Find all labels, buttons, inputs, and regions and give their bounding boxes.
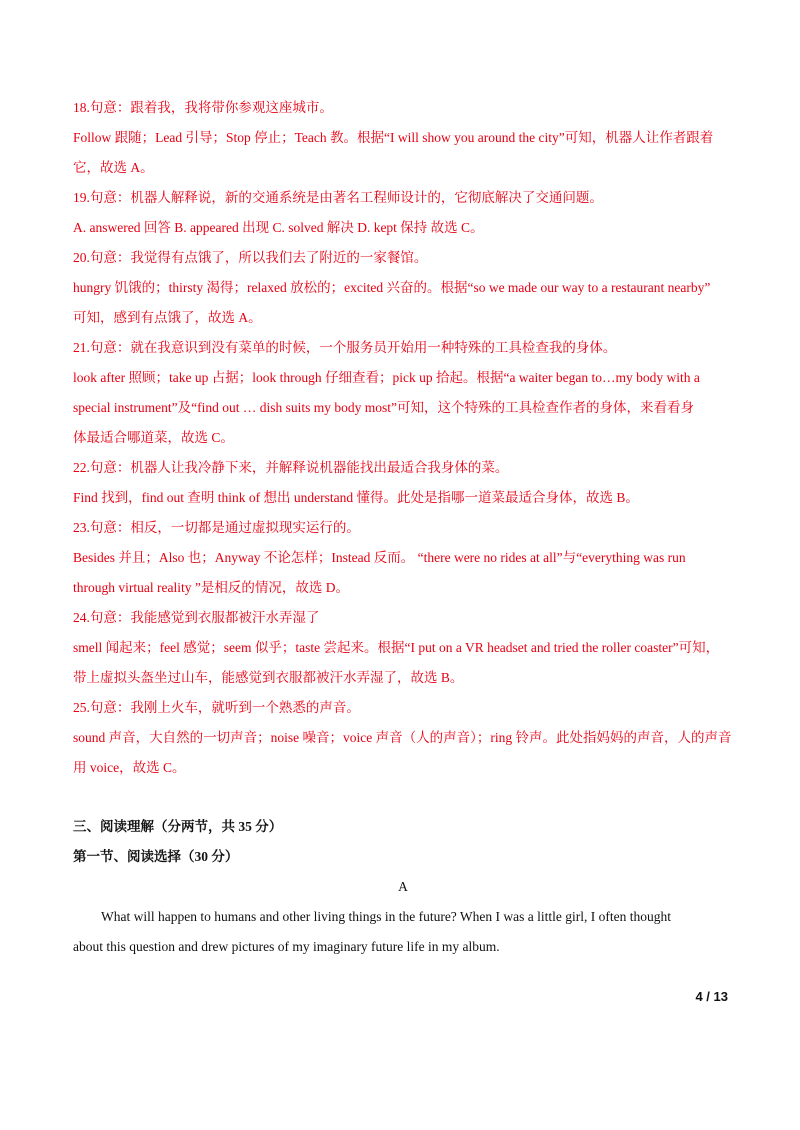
q25-explanation-cont: 用 voice，故选 C。 bbox=[73, 760, 186, 775]
passage-line-2: about this question and drew pictures of my imaginary future life in my album. bbox=[73, 939, 500, 954]
q21-explanation: look after 照顾；take up 占据；look through 仔细查看；pick up 拾起。根据“a waiter began to…my body with a bbox=[73, 370, 700, 385]
page-number: 4 / 13 bbox=[695, 989, 728, 1004]
q22-explanation: Find 找到，find out 查明 think of 想出 understand 懂得。此处是指哪一道菜最适合身体，故选 B。 bbox=[73, 490, 639, 505]
q22-translation: 22.句意：机器人让我冷静下来，并解释说机器能找出最适合我身体的菜。 bbox=[73, 460, 509, 475]
q18-translation: 18.句意：跟着我，我将带你参观这座城市。 bbox=[73, 100, 333, 115]
q23-explanation-cont: through virtual reality ”是相反的情况，故选 D。 bbox=[73, 580, 349, 595]
q21-explanation-end: 体最适合哪道菜，故选 C。 bbox=[73, 430, 234, 445]
q19-explanation: A. answered 回答 B. appeared 出现 C. solved 解决 D. kept 保持 故选 C。 bbox=[73, 220, 484, 235]
section-heading: 三、阅读理解（分两节，共 35 分） bbox=[73, 819, 283, 834]
q23-translation: 23.句意：相反，一切都是通过虚拟现实运行的。 bbox=[73, 520, 360, 535]
q21-explanation-cont: special instrument”及“find out … dish suits my body most”可知，这个特殊的工具检查作者的身体，来看看身 bbox=[73, 400, 694, 415]
subsection-heading: 第一节、阅读选择（30 分） bbox=[73, 849, 239, 864]
q24-translation: 24.句意：我能感觉到衣服都被汗水弄湿了 bbox=[73, 610, 320, 625]
q18-explanation: Follow 跟随；Lead 引导；Stop 停止；Teach 教。根据“I will show you around the city”可知，机器人让作者跟着 bbox=[73, 130, 714, 145]
q20-explanation-cont: 可知，感到有点饿了，故选 A。 bbox=[73, 310, 262, 325]
q23-explanation: Besides 并且；Also 也；Anyway 不论怎样；Instead 反而。 “there were no rides at all”与“everything was run bbox=[73, 550, 686, 565]
passage-letter: A bbox=[398, 879, 408, 894]
q21-translation: 21.句意：就在我意识到没有菜单的时候，一个服务员开始用一种特殊的工具检查我的身体。 bbox=[73, 340, 617, 355]
q20-explanation: hungry 饥饿的；thirsty 渴得；relaxed 放松的；excited 兴奋的。根据“so we made our way to a restaurant nearby” bbox=[73, 280, 711, 295]
q24-explanation-cont: 带上虚拟头盔坐过山车，能感觉到衣服都被汗水弄湿了，故选 B。 bbox=[73, 670, 464, 685]
q19-translation: 19.句意：机器人解释说，新的交通系统是由著名工程师设计的，它彻底解决了交通问题。 bbox=[73, 190, 603, 205]
q24-explanation: smell 闻起来；feel 感觉；seem 似乎；taste 尝起来。根据“I put on a VR headset and tried the roller coaster”可知， bbox=[73, 640, 720, 655]
q20-translation: 20.句意：我觉得有点饿了，所以我们去了附近的一家餐馆。 bbox=[73, 250, 428, 265]
q18-explanation-cont: 它，故选 A。 bbox=[73, 160, 154, 175]
q25-translation: 25.句意：我刚上火车，就听到一个熟悉的声音。 bbox=[73, 700, 360, 715]
q25-explanation: sound 声音，大自然的一切声音；noise 噪音；voice 声音（人的声音）；ring 铃声。此处指妈妈的声音，人的声音 bbox=[73, 730, 732, 745]
passage-line-1: What will happen to humans and other living things in the future? When I was a little girl, I often thought bbox=[101, 909, 671, 924]
